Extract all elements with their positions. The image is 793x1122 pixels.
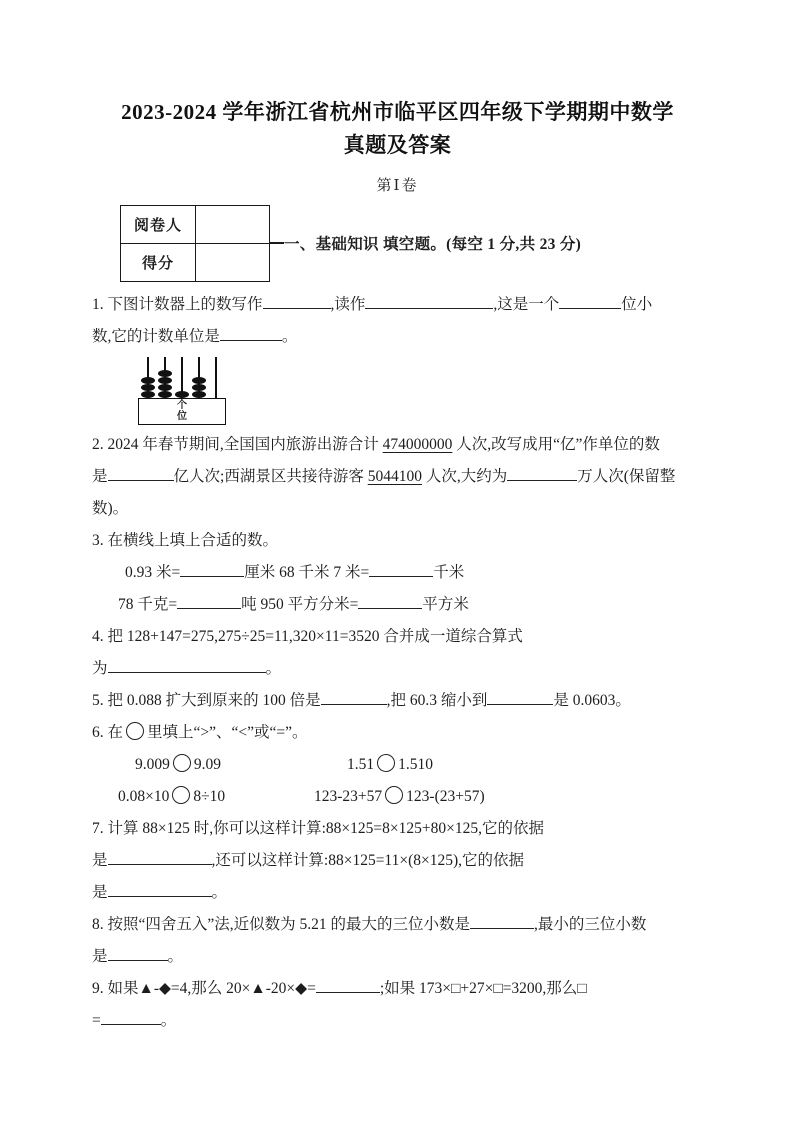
abacus-bead <box>175 391 189 398</box>
text: 9.09 <box>193 756 221 773</box>
blank-line <box>321 687 387 705</box>
text: 1.51 <box>347 756 375 773</box>
question-2-line-1 <box>92 429 703 461</box>
abacus-bead <box>158 377 172 384</box>
text: 78 千克= <box>118 596 178 613</box>
question-2-line-3 <box>92 493 703 525</box>
question-1-line-1 <box>92 289 703 321</box>
abacus-bead <box>141 391 155 398</box>
text: 是 <box>92 468 108 485</box>
text: ,还可以这样计算:88×125=11×(8×125),它的依据 <box>211 852 525 869</box>
text: 万人次(保留整 <box>577 468 676 485</box>
question-9-line-2 <box>92 1005 703 1037</box>
text: ,把 60.3 缩小到 <box>386 692 488 709</box>
text: 0.93 米= <box>125 564 181 581</box>
text: 123-(23+57) <box>406 788 485 805</box>
question-8-line-1 <box>92 909 703 941</box>
score-blank-cell <box>196 243 270 281</box>
abacus-bead <box>192 384 206 391</box>
text: ,最小的三位小数 <box>534 916 647 933</box>
text: 人次,大约为 <box>421 468 508 485</box>
question-3-line-2 <box>92 557 703 589</box>
grading-table-row <box>121 205 270 243</box>
doc-title-line2: 真题及答案 <box>343 133 452 157</box>
question-6-line-3 <box>92 781 703 813</box>
blank-line <box>358 591 422 609</box>
connector-line <box>270 242 284 244</box>
underlined-number: 474000000 <box>382 436 453 453</box>
blank-line <box>180 559 244 577</box>
underlined-number: 5044100 <box>367 468 422 485</box>
question-3-line-1 <box>92 525 703 557</box>
text: 是 <box>92 852 108 869</box>
question-5-line-1 <box>92 685 703 717</box>
blank-line <box>101 1007 161 1025</box>
text: 2. 2024 年春节期间,全国国内旅游出游合计 <box>92 436 383 453</box>
text: = <box>92 1012 101 1029</box>
blank-line <box>470 911 534 929</box>
grading-table-row <box>121 243 270 281</box>
text: ,这是一个 <box>493 296 560 313</box>
text: 里填上“>”、“<”或“=”。 <box>147 724 308 741</box>
comparison-item <box>314 788 485 805</box>
text: 3. 在横线上填上合适的数。 <box>92 532 279 549</box>
text: 为 <box>92 660 108 677</box>
compare-circle-icon <box>377 754 395 772</box>
blank-line <box>108 463 174 481</box>
question-7-line-2 <box>92 845 703 877</box>
abacus-figure <box>138 356 228 426</box>
blank-line <box>507 463 577 481</box>
question-7-line-1 <box>92 813 703 845</box>
comparison-item <box>118 781 314 813</box>
blank-line <box>220 323 282 341</box>
abacus-bead <box>192 377 206 384</box>
blank-line <box>369 559 433 577</box>
score-label: 得分 <box>121 243 196 281</box>
text: 9.009 <box>135 756 170 773</box>
compare-circle-icon <box>385 786 403 804</box>
text: ;如果 173×□+27×□=3200,那么□ <box>379 980 587 997</box>
compare-circle-icon <box>172 786 190 804</box>
text: 位小 <box>621 296 653 313</box>
abacus-bead <box>158 370 172 377</box>
abacus-rod <box>215 357 217 399</box>
text: 数)。 <box>92 500 129 517</box>
doc-title-line1: 2023-2024 学年浙江省杭州市临平区四年级下学期期中数学 <box>121 100 674 124</box>
text: 。 <box>281 328 298 345</box>
text: 7. 计算 88×125 时,你可以这样计算:88×125=8×125+80×125,它的依据 <box>92 820 545 837</box>
question-6-line-1 <box>92 717 703 749</box>
text: 数,它的计数单位是 <box>92 328 220 345</box>
text: 。 <box>265 660 282 677</box>
blank-line <box>108 655 266 673</box>
text: 。 <box>167 948 184 965</box>
text: 是 <box>92 884 108 901</box>
question-4-line-1 <box>92 621 703 653</box>
text: 6. 在 <box>92 724 124 741</box>
compare-circle-icon <box>173 754 191 772</box>
blank-line <box>559 291 621 309</box>
ones-place-label-bottom: 位 <box>177 411 187 422</box>
text: 千米 <box>433 564 465 581</box>
ones-place-label-top: 个 <box>177 400 187 411</box>
text: 。 <box>160 1012 177 1029</box>
grader-blank-cell <box>196 205 270 243</box>
text: 吨 950 平方分米= <box>241 596 359 613</box>
comparison-item <box>347 756 433 773</box>
comparison-item <box>135 749 347 781</box>
text: 平方米 <box>422 596 469 613</box>
text: 0.08×10 <box>118 788 170 805</box>
question-4-line-2 <box>92 653 703 685</box>
text: 。 <box>211 884 228 901</box>
text: 9. 如果▲-◆=4,那么 20×▲-20×◆= <box>92 980 316 997</box>
text: 8. 按照“四舍五入”法,近似数为 5.21 的最大的三位小数是 <box>92 916 471 933</box>
text: 1.510 <box>398 756 433 773</box>
section-header-row <box>120 205 703 281</box>
text: 是 <box>92 948 108 965</box>
blank-line <box>177 591 241 609</box>
text: 亿人次;西湖景区共接待游客 <box>173 468 368 485</box>
blank-line <box>365 291 493 309</box>
blank-line <box>487 687 553 705</box>
text: 1. 下图计数器上的数写作 <box>92 296 263 313</box>
grader-label: 阅卷人 <box>121 205 196 243</box>
questions-body <box>92 289 703 1037</box>
section-title: 一、基础知识 填空题。(每空 1 分,共 23 分) <box>284 236 582 253</box>
question-9-line-1 <box>92 973 703 1005</box>
abacus-bead <box>158 391 172 398</box>
text: 4. 把 128+147=275,275÷25=11,320×11=3520 合并成一道综合算式 <box>92 628 523 645</box>
question-2-line-2 <box>92 461 703 493</box>
question-7-line-3 <box>92 877 703 909</box>
text: 厘米 68 千米 7 米= <box>244 564 370 581</box>
abacus-bead <box>158 384 172 391</box>
question-6-line-2 <box>92 749 703 781</box>
blank-line <box>108 943 168 961</box>
volume-label: 第Ⅰ卷 <box>376 178 419 194</box>
blank-line <box>316 975 380 993</box>
text: 5. 把 0.088 扩大到原来的 100 倍是 <box>92 692 321 709</box>
grading-table <box>120 205 270 282</box>
text: ,读作 <box>330 296 366 313</box>
text: 123-23+57 <box>314 788 383 805</box>
question-8-line-2 <box>92 941 703 973</box>
abacus-bead <box>192 391 206 398</box>
blank-line <box>263 291 331 309</box>
text: 人次,改写成用“亿”作单位的数 <box>452 436 660 453</box>
text: 8÷10 <box>193 788 226 805</box>
abacus-bead <box>141 384 155 391</box>
blank-line <box>108 847 212 865</box>
question-1-line-2 <box>92 321 703 353</box>
blank-line <box>108 879 212 897</box>
abacus-bead <box>141 377 155 384</box>
text: 是 0.0603。 <box>553 692 631 709</box>
question-3-line-3 <box>92 589 703 621</box>
abacus-base-box <box>138 398 226 425</box>
compare-circle-icon <box>126 722 144 740</box>
